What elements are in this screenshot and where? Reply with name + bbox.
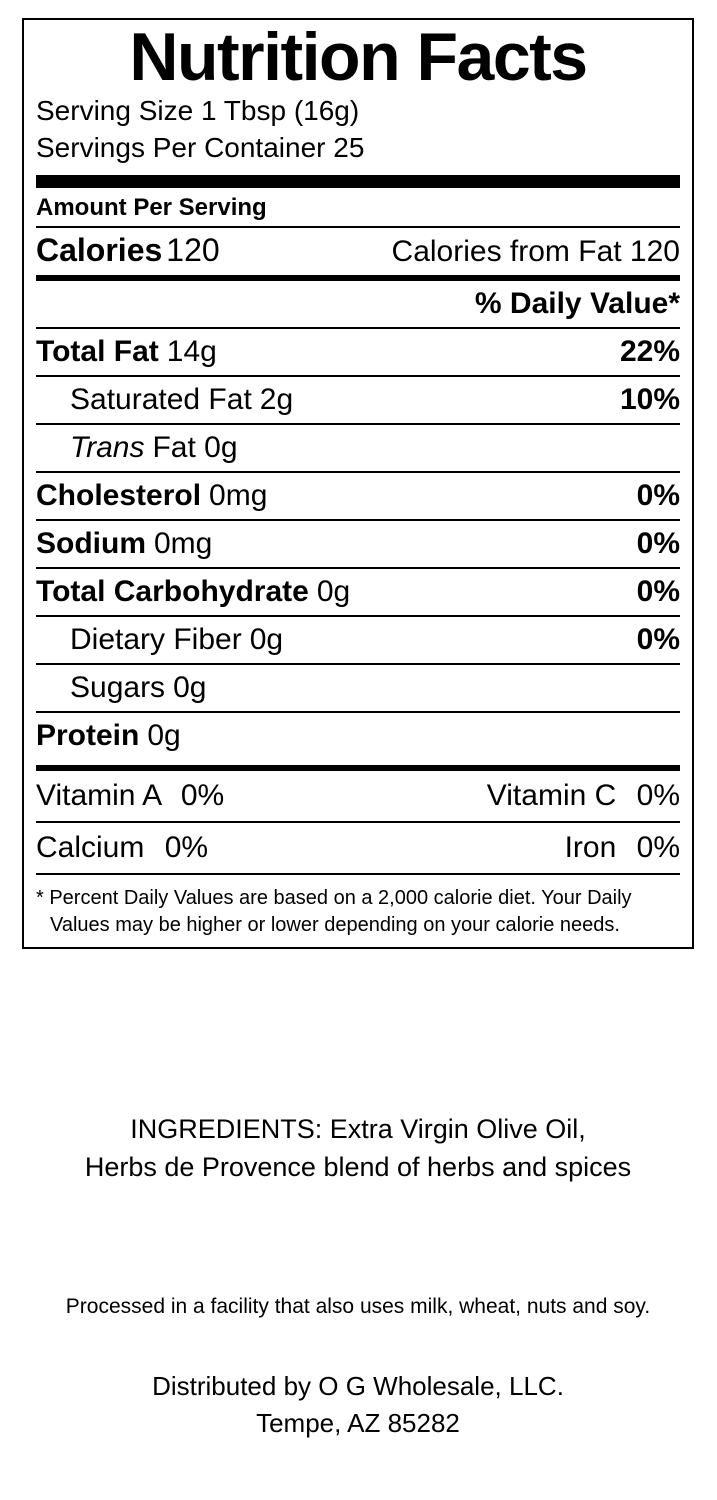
vitamin-row — [36, 771, 680, 821]
nutrient-name: Trans — [70, 430, 145, 464]
nutrient-amount: 0mg — [154, 526, 213, 560]
nutrient-dv: 10% — [619, 382, 680, 416]
distributor-block — [22, 1368, 694, 1442]
vitamin-value: 0% — [164, 830, 209, 864]
nutrient-amount: 14g — [166, 334, 217, 368]
vitamin-value: 0% — [636, 830, 680, 864]
vitamin-value: 0% — [180, 778, 225, 812]
nutrition-facts-panel — [22, 18, 694, 949]
nutrient-name: Saturated Fat — [70, 382, 252, 416]
footnote-line-2: Values may be higher or lower depending on your calorie needs. — [50, 913, 620, 936]
servings-per-container-text: Servings Per Container 25 — [36, 131, 365, 163]
nutrient-name: Sugars — [70, 670, 166, 704]
vitamin-name: Vitamin C — [486, 778, 617, 812]
nutrient-amount: 0g — [147, 718, 181, 752]
table-row — [36, 329, 680, 375]
distributor-location: Tempe, AZ 85282 — [256, 1407, 460, 1438]
nutrient-dv: 0% — [636, 622, 680, 656]
table-row — [36, 521, 680, 567]
nutrient-name: Total Fat — [36, 334, 159, 368]
ingredients-line-2: Herbs de Provence blend of herbs and spices — [84, 1152, 632, 1183]
table-row — [36, 377, 680, 423]
calories-label: Calories — [36, 231, 163, 268]
nutrient-name: Total Carbohydrate — [36, 574, 309, 608]
nutrient-amount: 0g — [249, 622, 284, 656]
nutrient-name: Dietary Fiber — [70, 622, 242, 656]
table-row — [36, 713, 680, 759]
distributor-name: Distributed by O G Wholesale, LLC. — [152, 1371, 564, 1401]
nutrient-dv: 0% — [636, 478, 680, 512]
nutrient-dv: 22% — [619, 334, 680, 368]
nutrient-name: Protein — [36, 718, 140, 752]
vitamin-name: Iron — [564, 830, 617, 864]
table-row — [36, 425, 680, 471]
nutrient-amount: 0g — [173, 670, 207, 704]
calories-row — [36, 228, 680, 275]
daily-value-header: % Daily Value* — [474, 286, 680, 320]
nutrient-amount: 0g — [316, 574, 351, 608]
vitamin-name: Calcium — [36, 830, 145, 864]
nutrient-amount: Fat 0g — [152, 430, 238, 464]
nutrient-amount: 0mg — [209, 478, 268, 512]
table-row — [36, 665, 680, 711]
page-title: Nutrition Facts — [129, 19, 587, 95]
nutrient-dv: 0% — [636, 574, 680, 608]
footnote-line-1: * Percent Daily Values are based on a 2,000 calorie diet. Your Daily — [36, 886, 632, 909]
serving-size-text: Serving Size 1 Tbsp (16g) — [36, 94, 360, 126]
vitamin-name: Vitamin A — [36, 778, 161, 812]
ingredients-block — [22, 1110, 694, 1187]
vitamin-row — [36, 823, 680, 873]
nutrient-dv: 0% — [636, 526, 680, 560]
calories-value: 120 — [166, 231, 220, 268]
ingredients-line-1: INGREDIENTS: Extra Virgin Olive Oil, — [130, 1114, 586, 1144]
table-row — [36, 617, 680, 663]
allergen-statement: Processed in a facility that also uses milk, wheat, nuts and soy. — [65, 1295, 651, 1318]
calories-from-fat: Calories from Fat 120 — [391, 234, 680, 268]
table-row — [36, 473, 680, 519]
nutrient-amount: 2g — [259, 382, 294, 416]
nutrient-name: Sodium — [36, 526, 146, 560]
daily-value-footnote — [36, 875, 680, 939]
vitamin-value: 0% — [636, 778, 680, 812]
amount-per-serving-label: Amount Per Serving — [36, 193, 267, 221]
table-row — [36, 569, 680, 615]
nutrient-name: Cholesterol — [36, 478, 202, 512]
divider-thick-top — [36, 175, 680, 188]
